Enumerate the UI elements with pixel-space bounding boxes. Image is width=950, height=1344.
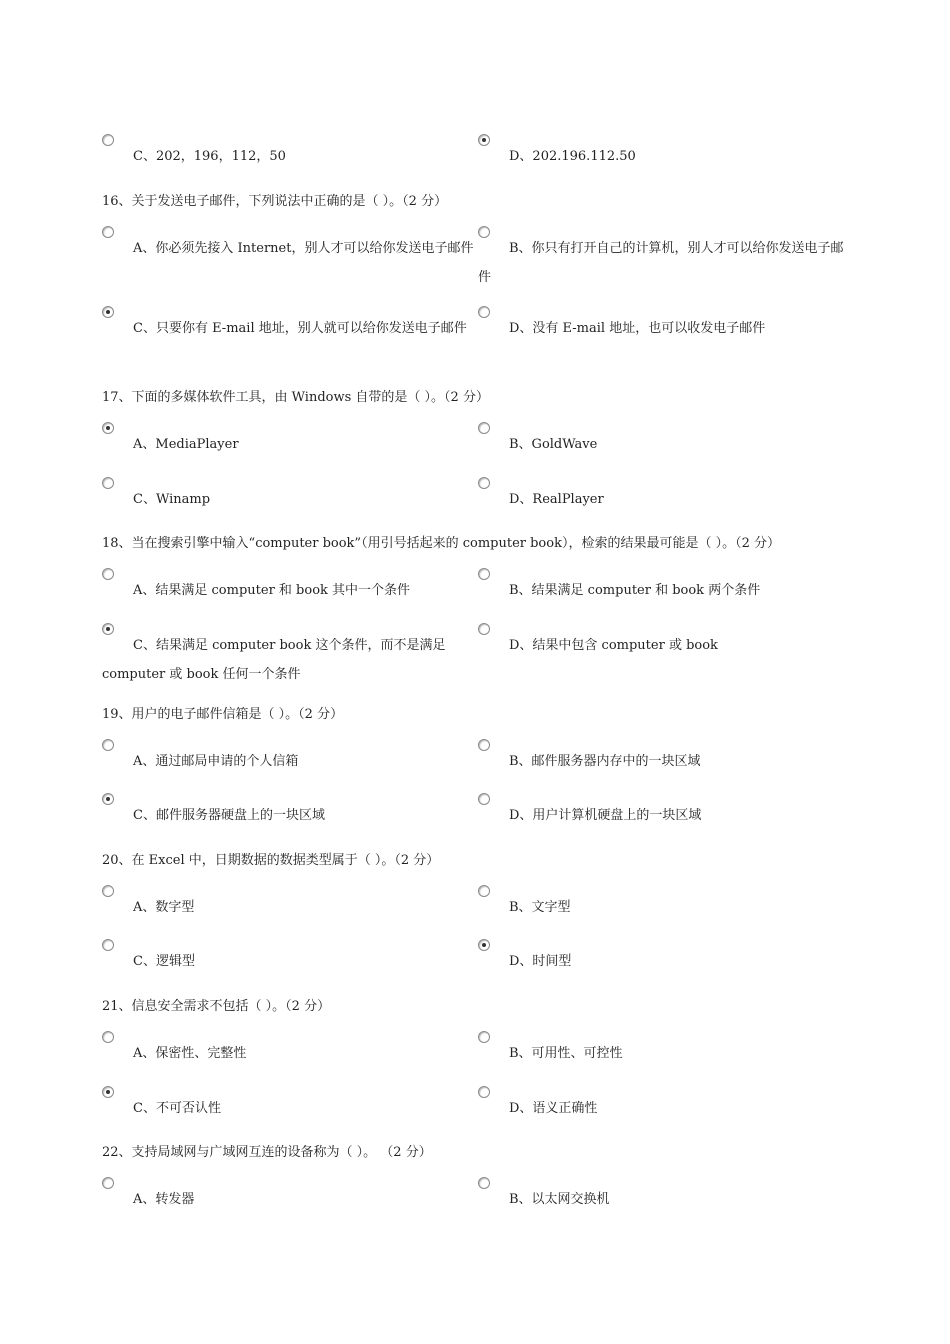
radio-checked-icon[interactable] (478, 939, 490, 951)
answer-option[interactable] (478, 1031, 853, 1068)
answer-option-label: D、语义正确性 (509, 1101, 598, 1116)
answer-option-label: B、以太网交换机 (509, 1192, 610, 1207)
radio-unchecked-icon[interactable] (478, 422, 490, 434)
answer-option[interactable] (478, 422, 853, 459)
answer-option-label: A、通过邮局申请的个人信箱 (133, 754, 299, 769)
answer-option-label: D、202.196.112.50 (509, 149, 636, 164)
answer-option-label: C、Winamp (133, 492, 211, 507)
answer-option[interactable] (102, 623, 477, 689)
question-text: 17、下面的多媒体软件工具，由 Windows 自带的是（ ）。（2 分） (102, 390, 489, 405)
radio-checked-icon[interactable] (102, 422, 114, 434)
answer-option[interactable] (478, 306, 853, 343)
radio-unchecked-icon[interactable] (102, 939, 114, 951)
answer-option[interactable] (102, 739, 477, 776)
answer-option-label: B、可用性、可控性 (509, 1046, 623, 1061)
radio-unchecked-icon[interactable] (478, 623, 490, 635)
answer-option[interactable] (102, 568, 477, 605)
radio-unchecked-icon[interactable] (478, 226, 490, 238)
answer-option[interactable] (478, 885, 853, 922)
answer-option[interactable] (102, 1031, 477, 1068)
radio-unchecked-icon[interactable] (478, 793, 490, 805)
answer-option[interactable] (478, 1086, 853, 1123)
question-text: 21、信息安全需求不包括（ ）。（2 分） (102, 999, 331, 1014)
answer-option[interactable] (102, 226, 477, 263)
answer-option[interactable] (478, 623, 853, 660)
answer-option-label: C、202，196，112，50 (133, 149, 286, 164)
radio-unchecked-icon[interactable] (478, 1031, 490, 1043)
answer-option[interactable] (102, 1177, 477, 1214)
question-text: 22、支持局域网与广域网互连的设备称为（ ）。 （2 分） (102, 1145, 432, 1160)
answer-option-label: B、文字型 (509, 900, 571, 915)
radio-unchecked-icon[interactable] (102, 1031, 114, 1043)
radio-unchecked-icon[interactable] (102, 568, 114, 580)
answer-option[interactable] (478, 939, 853, 976)
answer-option[interactable] (478, 226, 853, 292)
answer-option-label: B、邮件服务器内存中的一块区域 (509, 754, 701, 769)
answer-option-label: C、只要你有 E-mail 地址，别人就可以给你发送电子邮件 (133, 321, 467, 336)
radio-unchecked-icon[interactable] (478, 568, 490, 580)
answer-option[interactable] (478, 739, 853, 776)
radio-unchecked-icon[interactable] (102, 1177, 114, 1189)
answer-option-label: D、用户计算机硬盘上的一块区域 (509, 808, 702, 823)
radio-unchecked-icon[interactable] (478, 1177, 490, 1189)
answer-option[interactable] (102, 422, 477, 459)
answer-option-label: A、你必须先接入 Internet，别人才可以给你发送电子邮件 (133, 241, 474, 256)
answer-option-label: C、逻辑型 (133, 954, 195, 969)
answer-option-label: C、结果满足 computer book 这个条件，而不是满足 computer 或 book 任何一个条件 (102, 638, 446, 682)
radio-unchecked-icon[interactable] (478, 885, 490, 897)
answer-option[interactable] (102, 885, 477, 922)
radio-checked-icon[interactable] (478, 134, 490, 146)
radio-unchecked-icon[interactable] (102, 226, 114, 238)
answer-option-label: D、时间型 (509, 954, 572, 969)
answer-option-label: D、结果中包含 computer 或 book (509, 638, 718, 653)
question-text: 19、用户的电子邮件信箱是（ ）。（2 分） (102, 707, 344, 722)
radio-unchecked-icon[interactable] (102, 885, 114, 897)
answer-option[interactable] (102, 939, 477, 976)
answer-option[interactable] (478, 568, 853, 605)
answer-option-label: A、转发器 (133, 1192, 195, 1207)
answer-option[interactable] (102, 134, 477, 171)
answer-option-label: A、保密性、完整性 (133, 1046, 247, 1061)
answer-option-label: A、数字型 (133, 900, 195, 915)
answer-option-label: D、没有 E-mail 地址，也可以收发电子邮件 (509, 321, 766, 336)
radio-unchecked-icon[interactable] (478, 1086, 490, 1098)
answer-option-label: D、RealPlayer (509, 492, 604, 507)
answer-option-label: B、GoldWave (509, 437, 598, 452)
answer-option[interactable] (102, 306, 477, 343)
answer-option[interactable] (478, 477, 853, 514)
answer-option-label: B、结果满足 computer 和 book 两个条件 (509, 583, 761, 598)
answer-option-label: C、不可否认性 (133, 1101, 221, 1116)
answer-option-label: A、MediaPlayer (133, 437, 239, 452)
radio-unchecked-icon[interactable] (102, 134, 114, 146)
radio-unchecked-icon[interactable] (102, 477, 114, 489)
answer-option-label: A、结果满足 computer 和 book 其中一个条件 (133, 583, 411, 598)
question-text: 20、在 Excel 中，日期数据的数据类型属于（ ）。（2 分） (102, 853, 440, 868)
answer-option[interactable] (102, 477, 477, 514)
radio-checked-icon[interactable] (102, 623, 114, 635)
radio-unchecked-icon[interactable] (478, 739, 490, 751)
question-text: 18、当在搜索引擎中输入“computer book”（用引号括起来的 computer book），检索的结果最可能是（ ）。（2 分） (102, 536, 780, 551)
radio-checked-icon[interactable] (102, 793, 114, 805)
answer-option[interactable] (478, 1177, 853, 1214)
radio-unchecked-icon[interactable] (102, 739, 114, 751)
answer-option[interactable] (102, 793, 477, 830)
question-text: 16、关于发送电子邮件，下列说法中正确的是（ ）。（2 分） (102, 194, 448, 209)
radio-unchecked-icon[interactable] (478, 477, 490, 489)
radio-checked-icon[interactable] (102, 1086, 114, 1098)
radio-checked-icon[interactable] (102, 306, 114, 318)
radio-unchecked-icon[interactable] (478, 306, 490, 318)
answer-option[interactable] (478, 134, 853, 171)
answer-option-label: C、邮件服务器硬盘上的一块区域 (133, 808, 325, 823)
answer-option[interactable] (478, 793, 853, 830)
answer-option-label: B、你只有打开自己的计算机，别人才可以给你发送电子邮件 (478, 241, 844, 285)
answer-option[interactable] (102, 1086, 477, 1123)
